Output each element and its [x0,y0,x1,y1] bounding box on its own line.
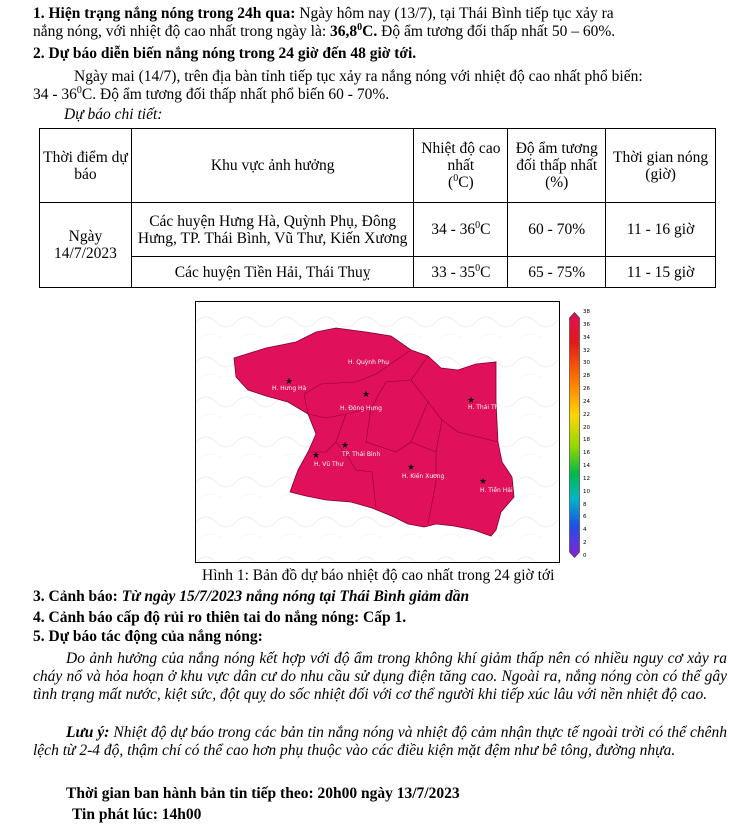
section-2-para-b1: 34 - 36 [33,86,77,103]
star-icon: ★ [362,390,371,400]
section-5-note [33,724,727,760]
degree-sup: 0 [76,84,82,96]
cell-humidity: 65 - 75% [508,257,606,288]
header-humidity: Độ ẩm tương đối thấp nhất (%) [508,129,606,203]
table-header-row [40,129,716,203]
note-label: Lưu ý: [66,724,110,741]
label-kien-xuong: H. Kiến Xương [402,473,445,480]
section-1-heading: 1. Hiện trạng nắng nóng trong 24h qua: [33,5,296,22]
label-quynh-phu: H. Quỳnh Phụ [348,359,390,366]
label-dong-hung: H. Đông Hưng [340,405,382,412]
colorbar-tick: 18 [583,437,590,444]
table-row [40,257,716,288]
temperature-map [195,301,580,566]
section-3 [33,588,719,606]
map-svg [196,302,558,561]
header-duration: Thời gian nóng (giờ) [606,129,716,203]
note-text: Nhiệt độ dự báo trong các bản tin nắng nóng và nhiệt độ cảm nhận thực tế ngoài trời có thể chênh lệch từ 2-4 độ, thậm chí có thể cao hơn phụ thuộc vào các điều kiện mặt đệm như bê tông, đường nhựa. [33,724,727,759]
section-5-heading: 5. Dự báo tác động của nắng nóng: [33,628,263,645]
colorbar-tick: 38 [583,309,590,315]
section-1 [33,5,719,41]
colorbar-tick: 10 [583,488,590,495]
cell-area: Các huyện Tiền Hải, Thái Thuỵ [131,257,413,288]
temperature-colorbar [569,312,580,558]
section-3-heading: 3. Cảnh báo: [33,588,122,605]
star-icon: ★ [407,463,416,473]
cell-temp: $33 - 35^0C$ [414,257,508,288]
colorbar-tick: 24 [583,398,590,405]
colorbar-tick: 22 [583,411,590,418]
star-icon: ★ [312,451,321,461]
section-2-paragraph [33,68,719,104]
label-vu-thu: H. Vũ Thư [314,461,344,468]
colorbar-tick: 26 [583,386,590,393]
map-caption: Hình 1: Bản đồ dự báo nhiệt độ cao nhất trong 24 giờ tới [202,567,555,584]
section-1-text-a: Ngày hôm nay (13/7), tại Thái Bình tiếp tục xảy ra [295,5,614,22]
colorbar-tick: 6 [583,514,587,521]
forecast-table [39,128,716,288]
cell-temp: $34 - 36^0C$ [414,203,508,257]
colorbar-tick: 36 [583,321,590,328]
section-1-text-b: nắng nóng, với nhiệt độ cao nhất trong ngày là: [33,23,331,40]
header-temp: Nhiệt độ cao nhất ($^0$C) [414,129,508,203]
detail-label: Dự báo chi tiết: [64,106,163,123]
cell-area: Các huyện Hưng Hà, Quỳnh Phụ, Đông Hưng, TP. Thái Bình, Vũ Thư, Kiến Xương [131,203,413,257]
section-2-heading: 2. Dự báo diễn biến nắng nóng trong 24 giờ đến 48 giờ tới. [33,45,417,62]
label-tp-thai-binh: TP. Thái Bình [342,451,381,458]
colorbar-tick: 14 [583,463,590,470]
header-time: Thời điểm dự báo [40,129,132,203]
section-5-paragraph: Do ảnh hưởng của nắng nóng kết hợp với độ ẩm trong không khí giảm thấp nên có nhiều nguy cơ xảy ra cháy nổ và hỏa hoạn ở khu vực dân cư do nhu cầu sử dụng điện tăng cao. Ngoài ra, nắng nóng còn có thể gây tình trạng mất nước, kiệt sức, đột quỵ do sốc nhiệt đối với cơ thể người khi tiếp xúc lâu với nền nhiệt độ cao. [33,650,727,703]
section-2-para-a: Ngày mai (14/7), trên địa bàn tỉnh tiếp tục xảy ra nắng nóng với nhiệt độ cao nhất phổ biến: [74,68,643,85]
section-4: 4. Cảnh báo cấp độ rủi ro thiên tai do nắng nóng: Cấp 1. [33,609,407,626]
colorbar-tick: 34 [583,334,590,341]
colorbar-tick: 20 [583,424,590,431]
star-icon: ★ [285,377,294,387]
cell-duration: 11 - 15 giờ [606,257,716,288]
colorbar-tick: 16 [583,450,590,457]
colorbar-tick: 30 [583,360,590,367]
cell-humidity: 60 - 70% [508,203,606,257]
cell-duration: 11 - 16 giờ [606,203,716,257]
header-area: Khu vực ảnh hưởng [131,129,413,203]
colorbar-tick: 28 [583,373,590,380]
label-thai-thuy: H. Thái Thụy [468,404,506,411]
colorbar-tick: 2 [583,540,587,547]
map-frame [195,301,560,563]
star-icon: ★ [479,477,488,487]
label-hung-ha: H. Hưng Hà [272,385,307,392]
colorbar-labels [583,309,603,561]
issued-time: Tin phát lúc: 14h00 [72,806,202,823]
section-2-para-b2: C. Độ ẩm tương đối thấp nhất phổ biến 60 - 70%. [81,86,390,103]
colorbar-tick: 8 [583,501,587,508]
star-icon: ★ [341,441,350,451]
colorbar-tick: 4 [583,527,587,534]
section-3-text: Từ ngày 15/7/2023 nắng nóng tại Thái Bình giảm dần [121,588,470,605]
cell-date: Ngày 14/7/2023 [40,203,132,288]
max-temp-unit: C. [362,23,378,40]
table-row [40,203,716,257]
section-1-text-c: Độ ẩm tương đối thấp nhất 50 – 60%. [377,23,616,40]
colorbar-tick: 0 [583,553,587,559]
colorbar-tick: 12 [583,475,590,482]
degree-sup: 0 [357,21,363,33]
label-tien-hai: H. Tiền Hải [480,487,513,494]
max-temp-value: 36,8 [330,23,358,40]
next-bulletin: Thời gian ban hành bản tin tiếp theo: 20h00 ngày 13/7/2023 [66,785,460,802]
colorbar-tick: 32 [583,347,590,354]
star-icon: ★ [467,396,476,406]
